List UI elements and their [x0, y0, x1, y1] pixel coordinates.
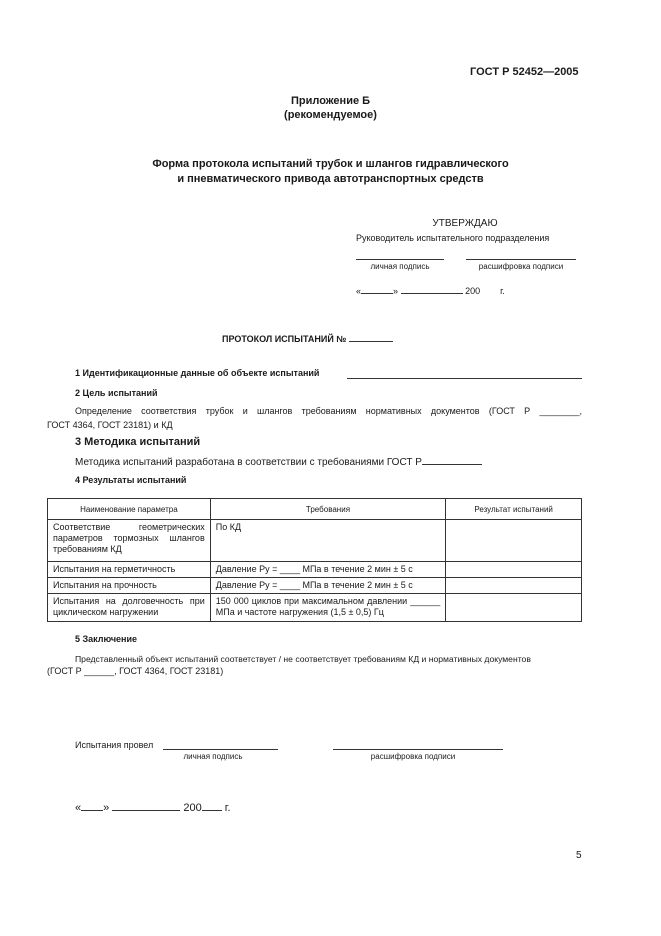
section-5-text-line1: Представленный объект испытаний соответствует / не соответствует требованиям КД и нормативных документов	[75, 654, 531, 664]
approval-decode-line	[466, 259, 576, 260]
section-1-heading: 1 Идентификационные данные об объекте испытаний	[75, 368, 320, 378]
table-cell-result	[446, 520, 582, 562]
table-cell-requirements: Давление Pу = ____ МПа в течение 2 мин ± 5 с	[210, 578, 446, 594]
form-title-line2: и пневматического привода автотранспортных средств	[177, 173, 484, 185]
table-cell-requirements: 150 000 циклов при максимальном давлении ______ МПа и частоте нагружения (1,5 ± 0,5) Гц	[210, 594, 446, 622]
table-cell-requirements: Давление Pу = ____ МПа в течение 2 мин ± 5 с	[210, 562, 446, 578]
approval-decode-caption: расшифровка подписи	[478, 262, 564, 271]
table-cell-param: Испытания на долговечность при циклическом нагружении	[48, 594, 211, 622]
conducted-decode-line	[333, 749, 503, 750]
table-cell-requirements: По КД	[210, 520, 446, 562]
conducted-signature-caption: личная подпись	[183, 752, 243, 761]
doc-code: ГОСТ Р 52452—2005	[470, 66, 579, 78]
table-header-param: Наименование параметра	[48, 499, 211, 520]
form-title-line1: Форма протокола испытаний трубок и шлангов гидравлического	[152, 158, 509, 170]
table-row	[48, 594, 582, 622]
table-cell-result	[446, 594, 582, 622]
appendix-subtitle: (рекомендуемое)	[284, 109, 377, 121]
page-number: 5	[576, 850, 582, 861]
section-2-text-line2: ГОСТ 4364, ГОСТ 23181) и КД	[47, 420, 173, 430]
table-row	[48, 578, 582, 594]
table-header-result: Результат испытаний	[446, 499, 582, 520]
table-cell-param: Испытания на герметичность	[48, 562, 211, 578]
table-header-row	[48, 499, 582, 520]
results-table	[47, 498, 582, 622]
approval-signature-caption: личная подпись	[370, 262, 430, 271]
conducted-date: « » 200 г.	[75, 802, 231, 814]
section-3-heading: 3 Методика испытаний	[75, 436, 201, 448]
appendix-title: Приложение Б	[290, 95, 371, 107]
conducted-decode-caption: расшифровка подписи	[370, 752, 456, 761]
section-2-text-line1: Определение соответствия трубок и шлангов требованиям нормативных документов (ГОСТ Р ________,	[75, 406, 582, 416]
approval-title: УТВЕРЖДАЮ	[432, 218, 498, 229]
table-cell-param: Соответствие геометрических параметров тормозных шлангов требованиям КД	[48, 520, 211, 562]
approval-role: Руководитель испытательного подразделения	[356, 233, 550, 243]
table-cell-param: Испытания на прочность	[48, 578, 211, 594]
approval-signature-line	[356, 259, 444, 260]
table-row	[48, 562, 582, 578]
table-row	[48, 520, 582, 562]
protocol-title: ПРОТОКОЛ ИСПЫТАНИЙ №	[222, 332, 393, 344]
section-2-heading: 2 Цель испытаний	[75, 388, 158, 398]
table-cell-result	[446, 562, 582, 578]
section-5-text-line2: (ГОСТ Р ______, ГОСТ 4364, ГОСТ 23181)	[47, 666, 224, 676]
section-3-text: Методика испытаний разработана в соответствии с требованиями ГОСТ Р	[75, 455, 482, 468]
approval-date: « » 200 г.	[356, 286, 505, 296]
conducted-by-label: Испытания провел	[75, 740, 154, 750]
section-5-heading: 5 Заключение	[75, 634, 138, 644]
section-1-fill-line	[347, 378, 582, 379]
table-header-requirements: Требования	[210, 499, 446, 520]
conducted-signature-line	[163, 749, 278, 750]
table-cell-result	[446, 578, 582, 594]
section-4-heading: 4 Результаты испытаний	[75, 475, 187, 485]
